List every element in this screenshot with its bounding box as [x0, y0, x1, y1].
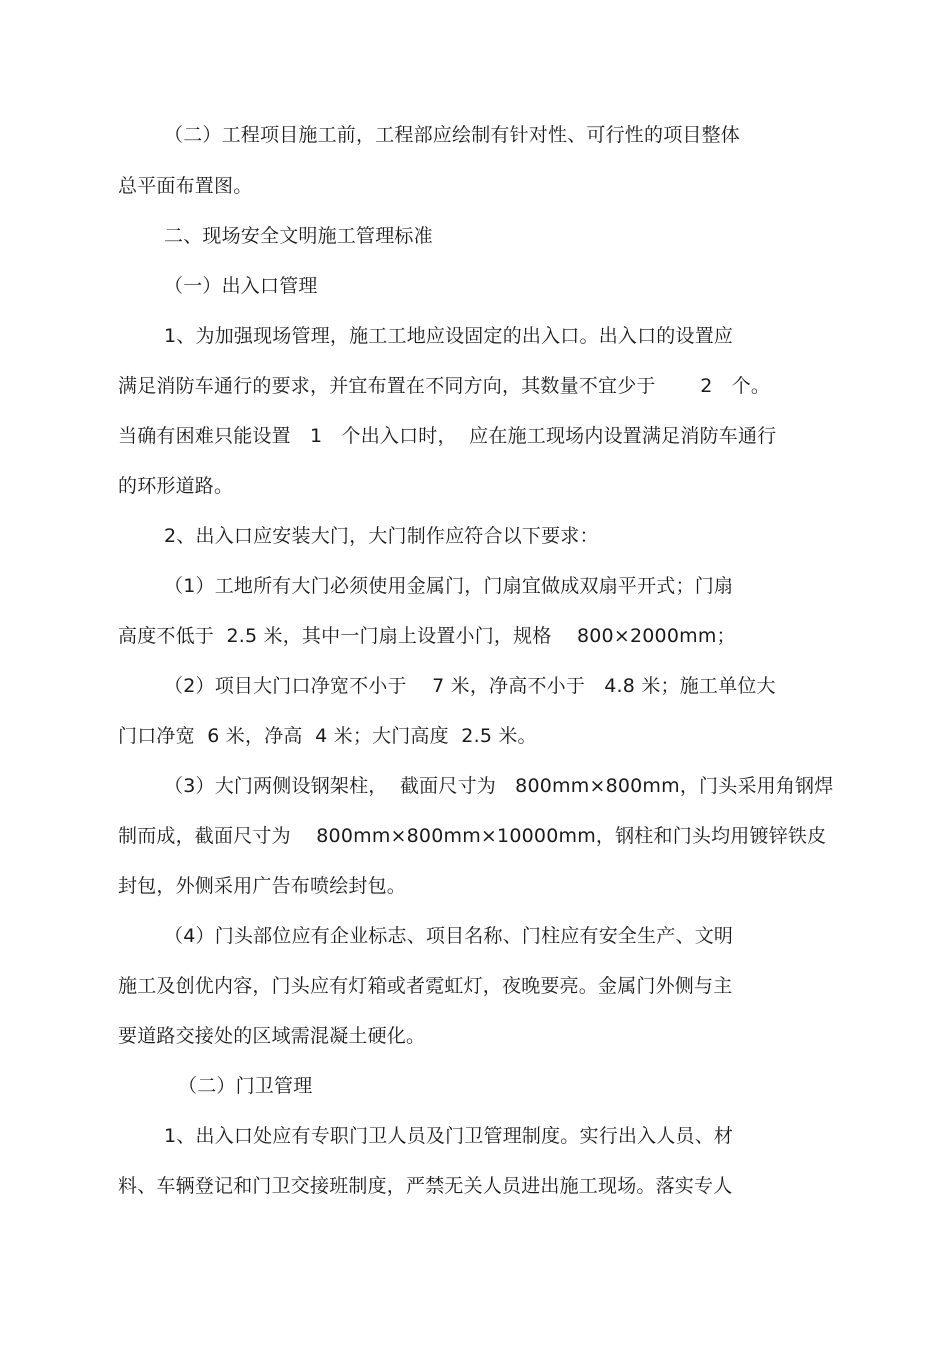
paragraph-line-17: （4）门头部位应有企业标志、项目名称、门柱应有安全生产、文明: [164, 925, 734, 947]
section-heading: 二、现场安全文明施工管理标准: [164, 225, 433, 247]
paragraph-line-8: 的环形道路。: [118, 475, 234, 497]
paragraph-line-12: （2）项目大门口净宽不小于 7 米，净高不小于 4.8 米；施工单位大: [164, 675, 776, 697]
paragraph-line-16: 封包，外侧采用广告布喷绘封包。: [118, 875, 407, 897]
subsection-heading-gatekeeping: （二）门卫管理: [178, 1075, 313, 1097]
paragraph-line-11: 高度不低于 2.5 米，其中一门扇上设置小门，规格 800×2000mm；: [118, 625, 736, 647]
paragraph-line-10: （1）工地所有大门必须使用金属门，门扇宜做成双扇平开式；门扇: [164, 575, 734, 597]
paragraph-line-19: 要道路交接处的区域需混凝土硬化。: [118, 1025, 426, 1047]
paragraph-line-6: 满足消防车通行的要求，并宜布置在不同方向，其数量不宜少于 2 个。: [118, 375, 771, 397]
paragraph-line-18: 施工及创优内容，门头应有灯箱或者霓虹灯，夜晚要亮。金属门外侧与主: [118, 975, 733, 997]
paragraph-line-9: 2、出入口应安装大门，大门制作应符合以下要求：: [164, 525, 599, 547]
subsection-heading-entrance: （一）出入口管理: [164, 275, 318, 297]
paragraph-line-14: （3）大门两侧设钢架柱， 截面尺寸为 800mm×800mm，门头采用角钢焊: [164, 775, 834, 797]
paragraph-line-13: 门口净宽 6 米，净高 4 米；大门高度 2.5 米。: [118, 725, 537, 747]
paragraph-line-5: 1、为加强现场管理，施工工地应设固定的出入口。出入口的设置应: [164, 325, 734, 347]
paragraph-line-22: 料、车辆登记和门卫交接班制度，严禁无关人员进出施工现场。落实专人: [118, 1175, 733, 1197]
paragraph-line-21: 1、出入口处应有专职门卫人员及门卫管理制度。实行出入人员、材: [164, 1125, 734, 1147]
paragraph-line-1: （二）工程项目施工前，工程部应绘制有针对性、可行性的项目整体: [164, 124, 741, 146]
paragraph-line-15: 制而成，截面尺寸为 800mm×800mm×10000mm，钢柱和门头均用镀锌铁皮: [118, 825, 827, 847]
paragraph-line-2: 总平面布置图。: [118, 175, 253, 197]
paragraph-line-7: 当确有困难只能设置 1 个出入口时， 应在施工现场内设置满足消防车通行: [118, 425, 777, 447]
